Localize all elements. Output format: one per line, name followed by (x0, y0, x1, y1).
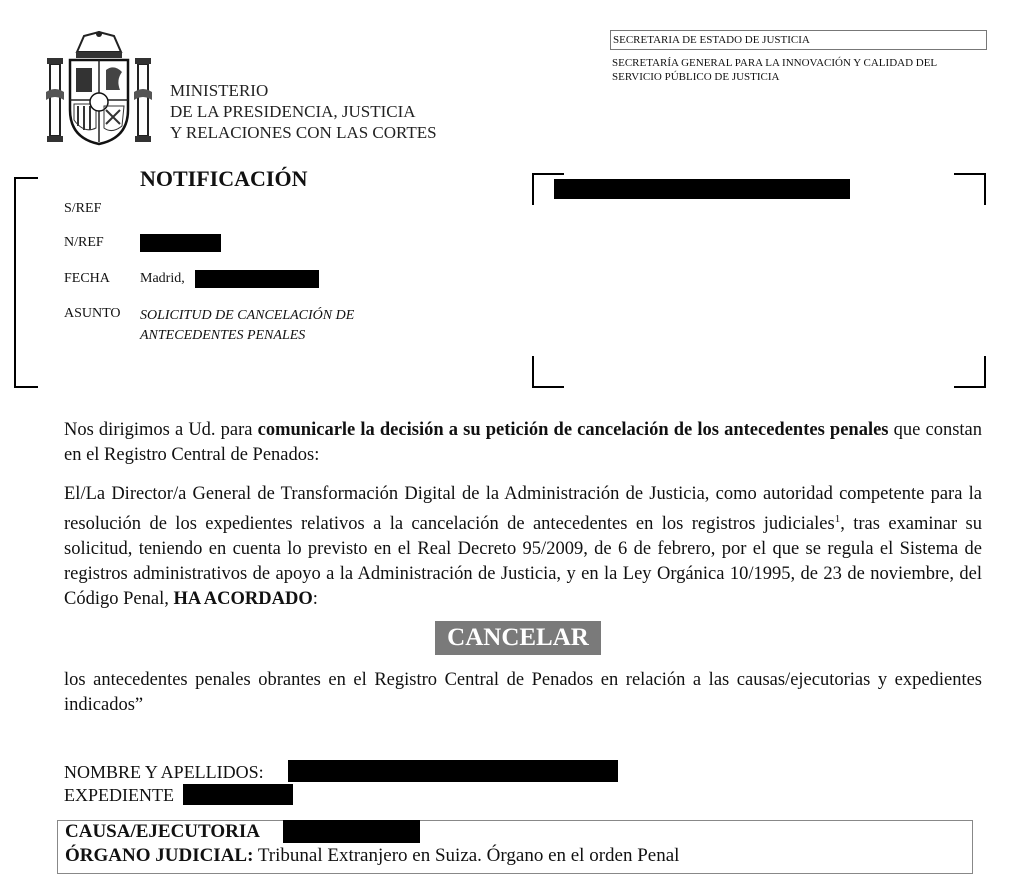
ministry-name (170, 80, 437, 143)
p1-end: que constan en el Registro Central de Penados: (64, 420, 982, 465)
notification-title: NOTIFICACIÓN (140, 166, 308, 191)
secretaria-general (612, 56, 992, 84)
ministry-line-1: MINISTERIO (170, 81, 269, 100)
p1-bold: comunicarle la decisión a su petición de cancelación de los antecedentes penales (257, 420, 889, 440)
spanish-coat-of-arms-icon (44, 30, 154, 146)
address-corner-bottom-left (532, 356, 564, 388)
organo-line (65, 845, 679, 867)
nref-redaction (140, 234, 221, 252)
asunto-value (140, 306, 354, 346)
p2-rest: , tras examinar su solicitud, teniendo en cuenta lo previsto en el Real Decreto 95/2009, de 6 de febrero, por el que se regula el Sistema de registros administrativos de apoyo a la Administración de Justicia, y en la Ley Orgánica 10/1995, de 23 de noviembre, del Código Penal, (64, 514, 982, 610)
paragraph-2 (64, 482, 982, 612)
address-redaction (554, 179, 850, 199)
sref-label: S/REF (64, 201, 102, 216)
nombre-redaction (288, 760, 618, 782)
asunto-label: ASUNTO (64, 306, 121, 321)
expediente-label: EXPEDIENTE (64, 785, 174, 805)
asunto-line-2: ANTECEDENTES PENALES (140, 328, 306, 343)
left-bracket (14, 177, 38, 388)
fecha-redaction (195, 270, 319, 288)
ministry-line-3: Y RELACIONES CON LAS CORTES (170, 123, 437, 142)
fecha-label: FECHA (64, 271, 110, 286)
paragraph-3: los antecedentes penales obrantes en el Registro Central de Penados en relación a las causas/ejecutorias y expedientes indicados” (64, 670, 982, 715)
expediente-redaction (183, 784, 293, 805)
causa-redaction (283, 820, 420, 843)
p2-colon: : (312, 589, 318, 610)
nref-label: N/REF (64, 235, 104, 250)
asunto-line-1: SOLICITUD DE CANCELACIÓN DE (140, 308, 355, 323)
p2-text: El/La Director/a General de Transformación Digital de la Administración de Justicia, como autoridad competente para la resolución de los expedientes relativos a la cancelación de antecedentes en los registros judiciales (64, 484, 982, 535)
decision-badge: CANCELAR (435, 621, 601, 655)
address-corner-top-right (954, 173, 986, 205)
fecha-value: Madrid, (140, 271, 185, 286)
organo-label: ÓRGANO JUDICIAL: (65, 845, 254, 866)
secretaria-general-line-1: SECRETARÍA GENERAL PARA LA INNOVACIÓN Y CALIDAD DEL (612, 57, 938, 69)
address-corner-bottom-right (954, 356, 986, 388)
p1-start: Nos dirigimos a Ud. para (64, 420, 258, 440)
nombre-label: NOMBRE Y APELLIDOS: (64, 762, 264, 782)
causa-label: CAUSA/EJECUTORIA (65, 821, 260, 842)
causa-line (65, 821, 260, 843)
ha-acordado: HA ACORDADO (173, 589, 313, 610)
footnote-marker: 1 (834, 513, 841, 525)
ministry-line-2: DE LA PRESIDENCIA, JUSTICIA (170, 102, 416, 121)
secretaria-general-line-2: SERVICIO PÚBLICO DE JUSTICIA (612, 71, 780, 83)
organo-value: Tribunal Extranjero en Suiza. Órgano en el orden Penal (253, 845, 680, 866)
secretaria-estado: SECRETARIA DE ESTADO DE JUSTICIA (610, 30, 987, 50)
paragraph-1 (64, 418, 982, 468)
